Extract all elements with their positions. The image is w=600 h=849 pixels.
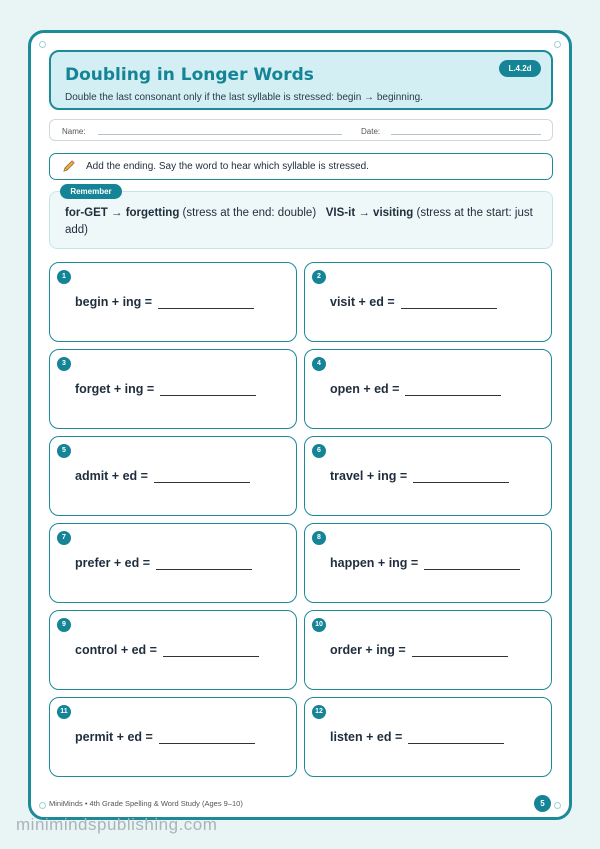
answer-line[interactable] bbox=[158, 296, 254, 309]
answer-line[interactable] bbox=[163, 644, 259, 657]
problem-number: 1 bbox=[57, 270, 71, 284]
problem-card bbox=[304, 697, 552, 777]
problem-text: listen + ed = bbox=[330, 730, 403, 744]
example-word: for-GET bbox=[65, 207, 108, 219]
problem-card bbox=[49, 262, 297, 342]
corner-dot bbox=[554, 41, 561, 48]
page-number: 5 bbox=[534, 795, 551, 812]
problem-card bbox=[49, 436, 297, 516]
problem-card bbox=[304, 349, 552, 429]
example-word: VIS-it bbox=[325, 207, 356, 219]
name-label: Name: bbox=[62, 127, 86, 136]
instruction-text: Add the ending. Say the word to hear which syllable is stressed. bbox=[86, 161, 369, 172]
problem-text: begin + ing = bbox=[75, 295, 153, 309]
answer-line[interactable] bbox=[156, 557, 252, 570]
problem-card bbox=[49, 610, 297, 690]
problem-number: 3 bbox=[57, 357, 71, 371]
answer-line[interactable] bbox=[405, 383, 501, 396]
date-field[interactable] bbox=[391, 134, 541, 135]
remember-text bbox=[65, 205, 545, 239]
example-note: (stress at the end: double) bbox=[179, 207, 317, 219]
page-subtitle: Double the last consonant only if the last syllable is stressed: begin → beginning. bbox=[65, 92, 423, 103]
answer-line[interactable] bbox=[154, 470, 250, 483]
problem-text: control + ed = bbox=[75, 643, 157, 657]
answer-line[interactable] bbox=[160, 383, 256, 396]
pencil-icon bbox=[62, 159, 76, 173]
example-arrow: → bbox=[355, 207, 374, 219]
remember-badge: Remember bbox=[60, 184, 122, 199]
name-date-row bbox=[49, 119, 553, 141]
problem-number: 10 bbox=[312, 618, 326, 632]
problem-number: 11 bbox=[57, 705, 71, 719]
problem-number: 12 bbox=[312, 705, 326, 719]
remember-box bbox=[49, 187, 553, 249]
page-title: Doubling in Longer Words bbox=[65, 65, 314, 85]
footer-credit: MiniMinds • 4th Grade Spelling & Word Study (Ages 9–10) bbox=[49, 799, 243, 808]
problem-card bbox=[304, 436, 552, 516]
example-note: (stress at the start: just add) bbox=[65, 207, 533, 236]
problem-text: travel + ing = bbox=[330, 469, 408, 483]
problem-card bbox=[49, 523, 297, 603]
worksheet-page bbox=[28, 30, 572, 820]
problem-number: 7 bbox=[57, 531, 71, 545]
date-label: Date: bbox=[361, 127, 381, 136]
problem-number: 5 bbox=[57, 444, 71, 458]
example-arrow: → bbox=[107, 207, 126, 219]
problem-card bbox=[304, 610, 552, 690]
answer-line[interactable] bbox=[408, 731, 504, 744]
problem-number: 2 bbox=[312, 270, 326, 284]
problem-number: 9 bbox=[57, 618, 71, 632]
problem-number: 6 bbox=[312, 444, 326, 458]
problem-text: happen + ing = bbox=[330, 556, 419, 570]
worksheet-header bbox=[49, 50, 553, 110]
answer-line[interactable] bbox=[424, 557, 520, 570]
corner-dot bbox=[39, 802, 46, 809]
problem-text: forget + ing = bbox=[75, 382, 155, 396]
corner-dot bbox=[39, 41, 46, 48]
watermark: minimindspublishing.com bbox=[16, 815, 218, 834]
standard-badge: L.4.2d bbox=[499, 60, 541, 77]
problem-text: admit + ed = bbox=[75, 469, 148, 483]
answer-line[interactable] bbox=[412, 644, 508, 657]
problem-card bbox=[304, 262, 552, 342]
problem-text: open + ed = bbox=[330, 382, 400, 396]
problem-text: prefer + ed = bbox=[75, 556, 151, 570]
answer-line[interactable] bbox=[159, 731, 255, 744]
problem-text: order + ing = bbox=[330, 643, 406, 657]
problem-number: 4 bbox=[312, 357, 326, 371]
problem-text: permit + ed = bbox=[75, 730, 153, 744]
answer-line[interactable] bbox=[413, 470, 509, 483]
problem-card bbox=[304, 523, 552, 603]
name-field[interactable] bbox=[98, 134, 342, 135]
corner-dot bbox=[554, 802, 561, 809]
problem-text: visit + ed = bbox=[330, 295, 395, 309]
instruction-box bbox=[49, 153, 553, 180]
example-result: visiting bbox=[373, 207, 414, 219]
problem-card bbox=[49, 697, 297, 777]
problem-card bbox=[49, 349, 297, 429]
answer-line[interactable] bbox=[401, 296, 497, 309]
problem-number: 8 bbox=[312, 531, 326, 545]
example-result: forgetting bbox=[125, 207, 180, 219]
